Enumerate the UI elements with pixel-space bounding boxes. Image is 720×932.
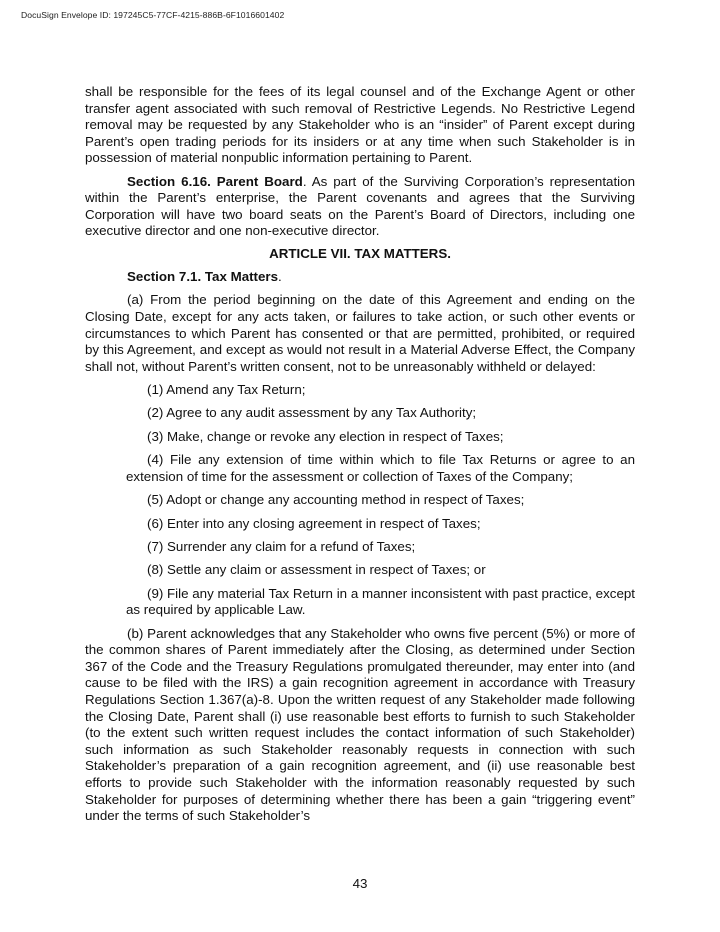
list-item: (4) File any extension of time within which to file Tax Returns or agree to an extension of time for the assessment or collection of Taxes of the Company; — [126, 452, 635, 484]
list-item: (9) File any material Tax Return in a manner inconsistent with past practice, except as required by applicable Law. — [126, 585, 635, 618]
section-6-16-body: . As part of the Surviving Corporation’s representation within the Parent’s enterprise, the Parent covenants and agrees that the Surviving Corporation will have two board seats on the Parent’s Board of Directors, including one executive director and one non-executive director. — [85, 173, 635, 239]
page-number: 43 — [352, 876, 368, 891]
tax-restrictions-list — [85, 382, 635, 619]
list-item: (6) Enter into any closing agreement in respect of Taxes; — [147, 515, 481, 531]
list-item: (3) Make, change or revoke any election in respect of Taxes; — [147, 428, 504, 444]
paragraph-b: (b) Parent acknowledges that any Stakeholder who owns five percent (5%) or more of the common shares of Parent immediately after the Closing, as determined under Section 367 of the Code and the Treasury Regulations promulgated thereunder, may enter into (and cause to be filed with the IRS) a gain recognition agreement in accordance with Treasury Regulations Section 1.367(a)-8. Upon the written request of any Stakeholder made following the Closing Date, Parent shall (i) use reasonable best efforts to furnish to such Stakeholder (to the extent such written request includes the contact information of such Stakeholder) such information as such Stakeholder reasonably requests in connection with such Stakeholder’s preparation of a gain recognition agreement, and (ii) use reasonable best efforts to provide such Stakeholder with the information reasonably requested by such Stakeholder for purposes of determining whether there has been a gain “triggering event” under the terms of such Stakeholder’s — [85, 625, 635, 824]
continuation-paragraph: shall be responsible for the fees of its legal counsel and of the Exchange Agent or other transfer agent associated with such removal of Restrictive Legends. No Restrictive Legend removal may be requested by any Stakeholder who is an “insider” of Parent except during Parent’s open trading periods for its insiders or at any time when such Stakeholder is in possession of material nonpublic information pertaining to Parent. — [85, 84, 635, 166]
article-vii-heading: ARTICLE VII. TAX MATTERS. — [269, 245, 451, 261]
section-6-16-paragraph — [85, 174, 635, 240]
document-page-body — [85, 84, 635, 825]
paragraph-a: (a) From the period beginning on the date of this Agreement and ending on the Closing Date, except for any acts taken, or failures to take action, or such other events or circumstances to which Parent has consented or that are permitted, prohibited, or required by this Agreement, and except as would not result in a Material Adverse Effect, the Company shall not, without Parent’s written consent, not to be unreasonably withheld or delayed: — [85, 292, 635, 374]
section-7-1-heading: Section 7.1. Tax Matters — [127, 269, 279, 285]
list-item: (7) Surrender any claim for a refund of Taxes; — [147, 539, 416, 555]
list-item: (2) Agree to any audit assessment by any Tax Authority; — [147, 405, 477, 421]
section-7-1-trailing: . — [278, 269, 282, 285]
list-item: (8) Settle any claim or assessment in respect of Taxes; or — [147, 562, 486, 578]
section-7-1-paragraph — [85, 269, 635, 286]
list-item: (1) Amend any Tax Return; — [147, 382, 306, 398]
docusign-envelope-id: DocuSign Envelope ID: 197245C5-77CF-4215-886B-6F1016601402 — [21, 10, 285, 20]
section-6-16-heading: Section 6.16. Parent Board — [127, 173, 303, 189]
list-item: (5) Adopt or change any accounting method in respect of Taxes; — [147, 492, 525, 508]
